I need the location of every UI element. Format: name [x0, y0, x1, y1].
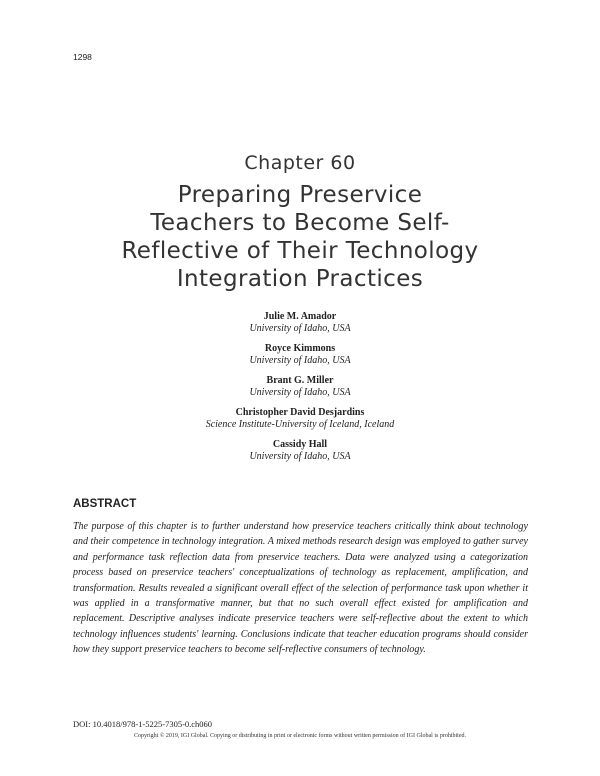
- page-number: 1298: [73, 52, 92, 62]
- chapter-label: Chapter 60: [244, 152, 356, 174]
- abstract-body: The purpose of this chapter is to further understand how preservice teachers critically think about technology and their competence in technology integration. A mixed methods research design was employed to gather survey and performance task reflection data from preservice teachers. Data were analyzed using a categorization process based on preservice teachers' conceptualizations of technology as replacement, amplification, and transformation. Results revealed a significant overall effect of the selection of performance task upon whether it was applied in a transformative manner, but that no such overall effect existed for amplification and replacement. Descriptive analyses indicate preservice teachers were self-reflective about the extent to which technology influences students' learning. Conclusions indicate that teacher education programs should consider how they support preservice teachers to become self-reflective consumers of technology.: [73, 521, 528, 656]
- author-entry: [0, 343, 600, 367]
- copyright-notice: Copyright © 2019, IGI Global. Copying or distributing in print or electronic forms without written permission of IGI Global is prohibited.: [133, 733, 466, 739]
- author-entry: [0, 375, 600, 399]
- author-list: [0, 311, 600, 471]
- author-entry: [0, 439, 600, 463]
- author-name: Royce Kimmons: [264, 343, 336, 354]
- author-name: Christopher David Desjardins: [235, 407, 365, 418]
- author-affiliation: University of Idaho, USA: [249, 387, 351, 398]
- author-name: Brant G. Miller: [266, 375, 334, 386]
- author-affiliation: Science Institute-University of Iceland, Iceland: [205, 419, 395, 430]
- author-name: Julie M. Amador: [263, 311, 337, 322]
- author-affiliation: University of Idaho, USA: [249, 323, 351, 334]
- author-entry: [0, 407, 600, 431]
- doi[interactable]: DOI: 10.4018/978-1-5225-7305-0.ch060: [73, 719, 213, 729]
- abstract-heading: ABSTRACT: [73, 498, 137, 510]
- author-affiliation: University of Idaho, USA: [249, 355, 351, 366]
- author-name: Cassidy Hall: [272, 439, 328, 450]
- chapter-title: [40, 181, 560, 293]
- title-line: Preparing Preservice: [177, 182, 423, 208]
- author-affiliation: University of Idaho, USA: [249, 451, 351, 462]
- title-line: Teachers to Become Self-: [150, 210, 450, 236]
- title-line: Integration Practices: [176, 266, 424, 292]
- title-line: Reflective of Their Technology: [121, 238, 479, 264]
- author-entry: [0, 311, 600, 335]
